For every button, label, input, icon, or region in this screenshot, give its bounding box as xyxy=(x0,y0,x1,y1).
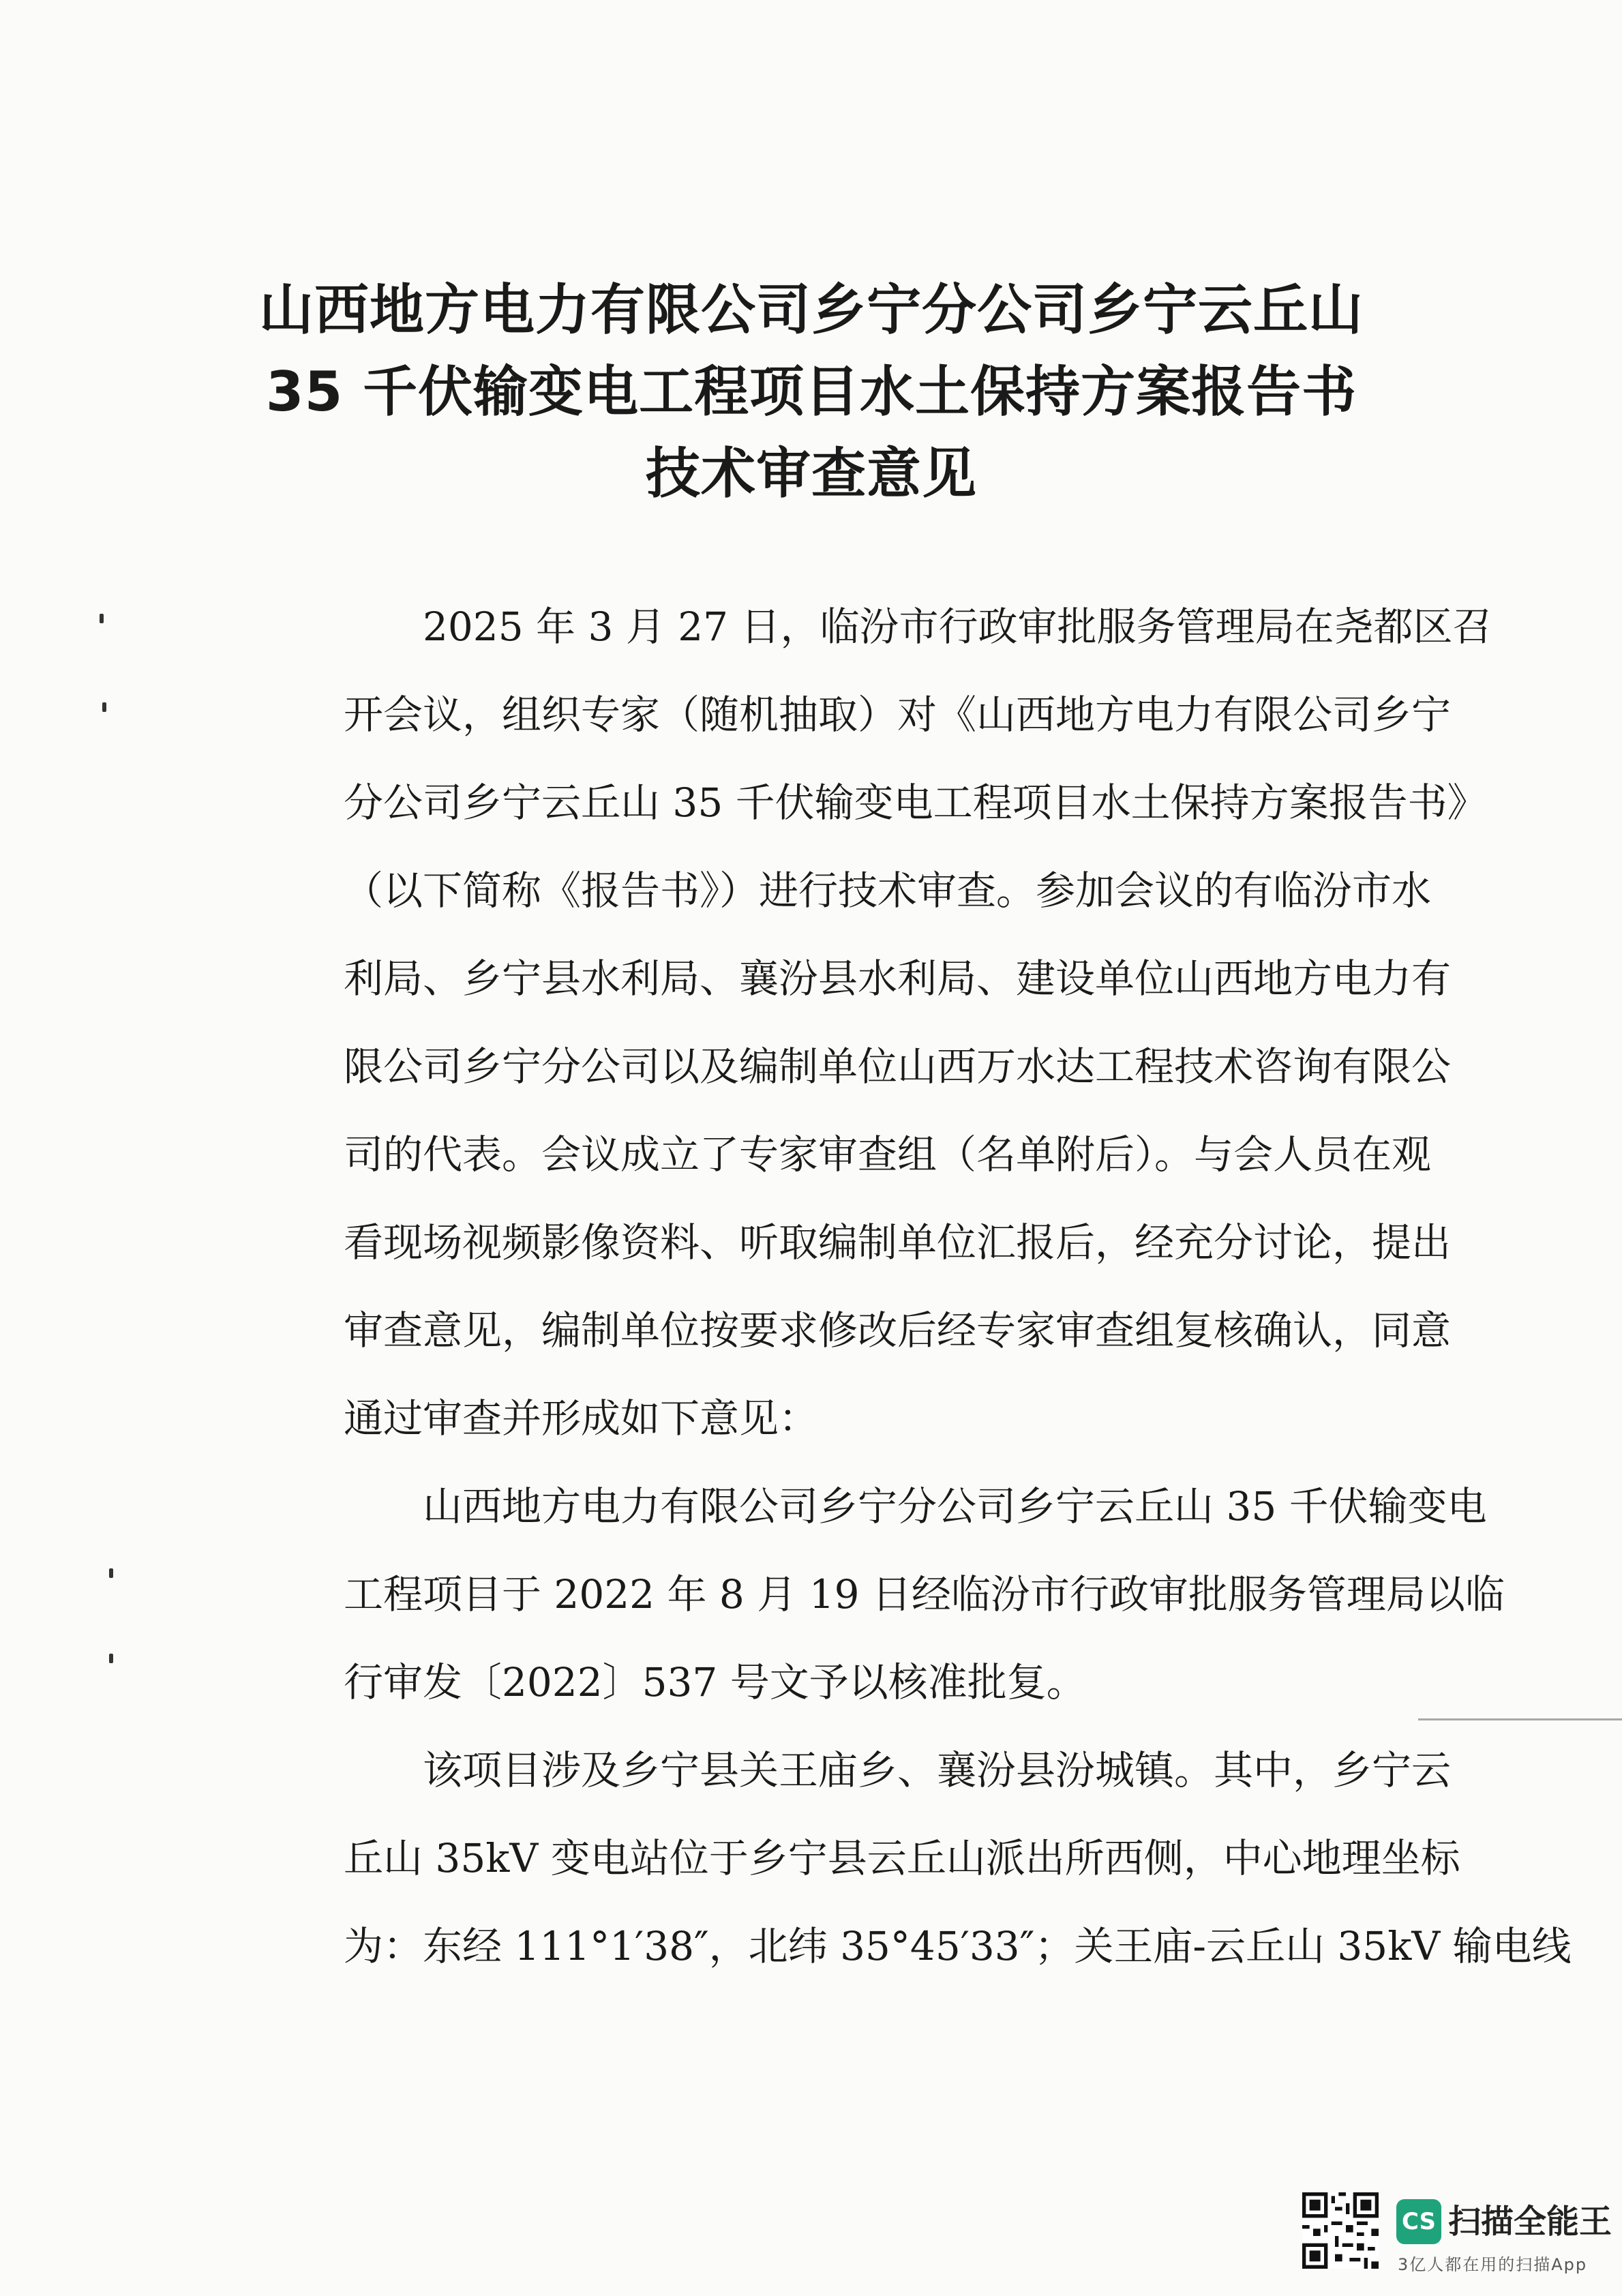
title-line-2: 35 千伏输变电工程项目水土保持方案报告书 xyxy=(265,360,1357,423)
text-line: 工程项目于 2022 年 8 月 19 日经临汾市行政审批服务管理局以临 xyxy=(344,1571,1505,1617)
scan-edge-line xyxy=(1418,1718,1622,1720)
text-line: 审查意见，编制单位按要求修改后经专家审查组复核确认，同意 xyxy=(344,1307,1452,1354)
paragraph-2 xyxy=(265,1463,1505,1727)
text-line: 分公司乡宁云丘山 35 千伏输变电工程项目水土保持方案报告书》 xyxy=(344,779,1487,826)
paragraph-3 xyxy=(265,1727,1572,1991)
qr-code-icon xyxy=(1302,2192,1379,2269)
scanner-watermark xyxy=(1302,2192,1616,2274)
text-line: （以下简称《报告书》）进行技术审查。参加会议的有临汾市水 xyxy=(344,867,1432,914)
text-line: 行审发〔2022〕537 号文予以核准批复。 xyxy=(344,1659,1086,1705)
text-line: 为：东经 111°1′38″，北纬 35°45′33″；关王庙-云丘山 35kV 输电线 xyxy=(344,1923,1572,1969)
title-line-3: 技术审查意见 xyxy=(646,442,977,505)
scan-mark xyxy=(109,1654,113,1663)
scan-mark xyxy=(109,1568,113,1578)
text-line: 该项目涉及乡宁县关王庙乡、襄汾县汾城镇。其中，乡宁云 xyxy=(423,1747,1452,1793)
text-line: 丘山 35kV 变电站位于乡宁县云丘山派出所西侧，中心地理坐标 xyxy=(344,1835,1460,1881)
title-line-1: 山西地方电力有限公司乡宁分公司乡宁云丘山 xyxy=(259,278,1364,342)
watermark-tagline: 3亿人都在用的扫描App xyxy=(1398,2255,1588,2274)
text-line: 利局、乡宁县水利局、襄汾县水利局、建设单位山西地方电力有 xyxy=(344,955,1452,1002)
text-line: 看现场视频影像资料、听取编制单位汇报后，经充分讨论，提出 xyxy=(344,1219,1452,1266)
text-line: 限公司乡宁分公司以及编制单位山西万水达工程技术咨询有限公 xyxy=(344,1043,1452,1090)
text-line: 开会议，组织专家（随机抽取）对《山西地方电力有限公司乡宁 xyxy=(344,691,1452,738)
text-line: 2025 年 3 月 27 日，临汾市行政审批服务管理局在尧都区召 xyxy=(423,603,1492,650)
watermark-app-name: 扫描全能王 xyxy=(1448,2203,1612,2241)
document-body xyxy=(265,583,1572,1991)
scan-mark xyxy=(100,614,104,623)
camscanner-logo-icon: CS xyxy=(1396,2199,1441,2244)
text-line: 通过审查并形成如下意见： xyxy=(344,1395,819,1442)
paragraph-1 xyxy=(265,583,1492,1463)
scan-mark xyxy=(102,702,106,712)
text-line: 山西地方电力有限公司乡宁分公司乡宁云丘山 35 千伏输变电 xyxy=(423,1483,1487,1530)
text-line: 司的代表。会议成立了专家审查组（名单附后）。与会人员在观 xyxy=(344,1131,1432,1178)
document-title xyxy=(259,269,1364,515)
